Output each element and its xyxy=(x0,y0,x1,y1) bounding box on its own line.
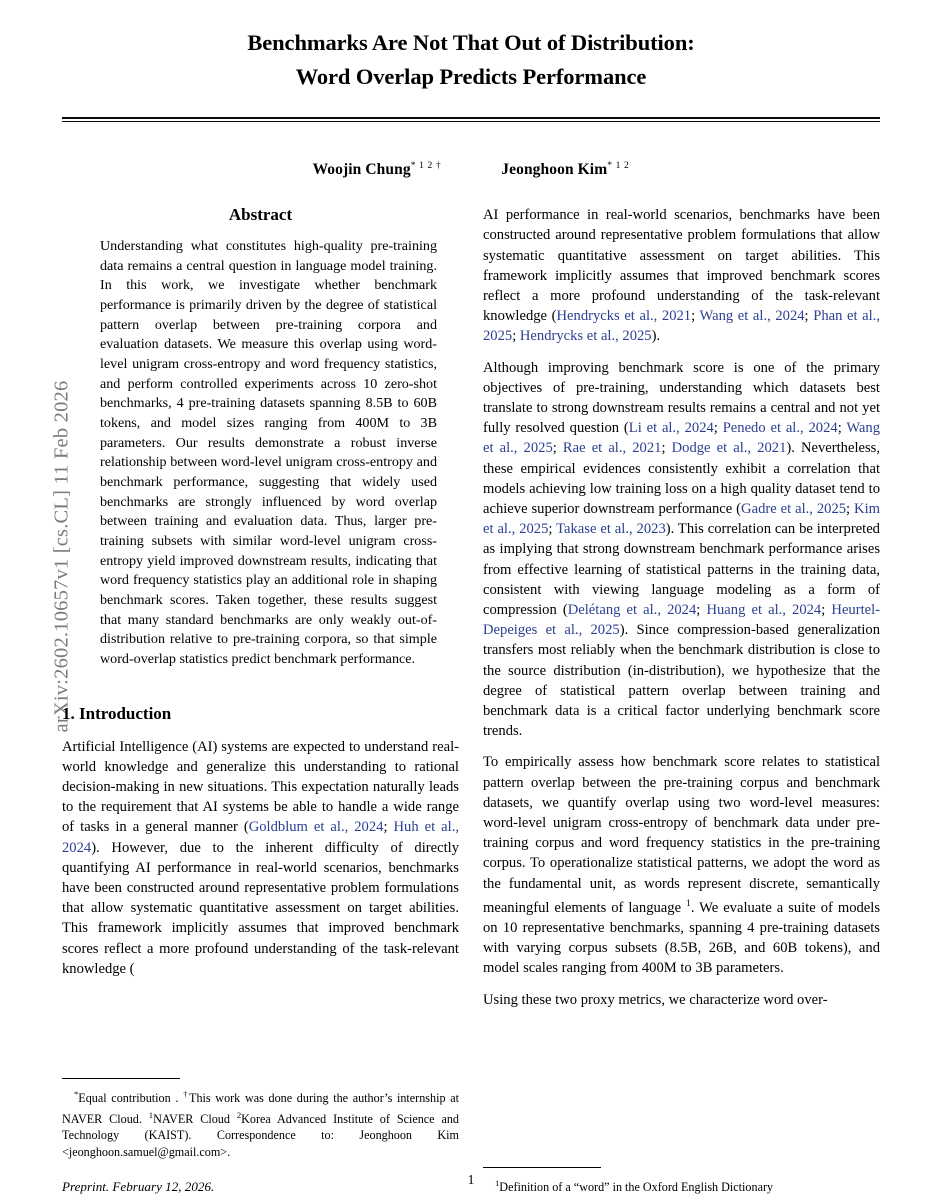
text-run: ; xyxy=(691,308,700,325)
intro-paragraph-1-continued xyxy=(483,205,880,346)
text-run: ; xyxy=(804,308,814,325)
footnote-spacer xyxy=(62,1091,74,1105)
citation-dodge-2021[interactable]: Dodge et al., 2021 xyxy=(671,440,787,457)
page-number: 1 xyxy=(467,1172,475,1187)
footnote-divider xyxy=(62,1078,180,1079)
title-divider xyxy=(62,117,880,122)
footnote-divider xyxy=(483,1167,601,1168)
right-column xyxy=(483,205,880,1195)
author-entry-1 xyxy=(313,160,442,179)
footnote-reference-1[interactable]: 1 xyxy=(686,897,691,909)
citation-rae-2021[interactable]: Rae et al., 2021 xyxy=(562,440,662,457)
citation-wang-2025[interactable]: Wang et al., 2025 xyxy=(483,420,880,457)
text-run: This work was done during the author’s internship at NAVER Cloud. xyxy=(62,1091,459,1126)
page-title-line-1: Benchmarks Are Not That Out of Distribution: xyxy=(247,30,695,55)
text-run: ; xyxy=(552,440,563,457)
intro-paragraph-1 xyxy=(62,737,459,979)
text-run: Equal contribution . xyxy=(78,1091,184,1106)
text-run: AI performance in real-world scenarios, benchmarks have been constructed around representative problem formulations that allow systematic quantitative assessment on target abilities. This framework implicitly assumes that improved benchmark scores reflect a more profound understanding of the task-relevant knowledge ( xyxy=(483,207,880,325)
citation-gadre-2025[interactable]: Gadre et al., 2025 xyxy=(741,501,847,517)
footnote-mark-dagger: † xyxy=(183,1089,190,1100)
author-name: Woojin Chung xyxy=(312,161,411,179)
text-run: ; xyxy=(661,440,672,457)
intro-paragraph-2 xyxy=(483,358,880,742)
footnote-mark-1: 1 xyxy=(148,1109,154,1120)
author-affiliation-marks: * 1 2 xyxy=(607,160,630,171)
text-run: To empirically assess how benchmark score relates to statistical pattern overlap between the pre-training corpus and benchmark datasets, we quantify overlap using two word-level measures: word-level unigram cross-entropy of benchmark data under pre-training corpus and word frequency statistics in the pre-training corpus. To operationalize statistical patterns, we adopt the word as the fundamental unit, as words represent discrete, semantically meaningful elements of language xyxy=(483,754,880,916)
text-run: ; xyxy=(846,501,855,517)
citation-takase-2023[interactable]: Takase et al., 2023 xyxy=(556,521,666,538)
author-affiliation-marks: * 1 2 † xyxy=(410,160,442,171)
two-column-body xyxy=(62,205,880,1195)
text-run: ; xyxy=(512,328,520,345)
citation-deletang-2024[interactable]: Delétang et al., 2024 xyxy=(567,602,697,619)
intro-paragraph-4: Using these two proxy metrics, we characterize word over- xyxy=(483,991,828,1008)
citation-heurtel-depeiges-2025[interactable]: Heurtel-Depeiges et al., 2025 xyxy=(483,602,881,639)
text-run: ). Nevertheless, these empirical evidences consistently exhibit a correlation that models achieving low training loss on a high quality dataset tend to achieve superior downstream performance ( xyxy=(483,440,881,517)
text-run: ; xyxy=(383,819,394,836)
text-run: ; xyxy=(821,602,832,619)
text-run: Although improving benchmark score is one of the primary objectives of pre-training, understanding which datasets best translate to strong downstream results remains a central and not yet fully resolved question ( xyxy=(483,359,880,437)
footnote-mark-star: * xyxy=(74,1089,79,1100)
text-run: NAVER Cloud xyxy=(153,1111,237,1126)
abstract-body: Understanding what constitutes high-quality pre-training data remains a central question in language model training. In this work, we investigate whether benchmark performance is primarily driven by the degree of statistical pattern overlap between pre-training corpora and evaluation datasets. We measure this overlap using word-level unigram cross-entropy and word frequency statistics, and perform controlled experiments across 10 zero-shot benchmarks, 4 pre-training datasets spanning 8.5B to 60B tokens, and model sizes ranging from 400M to 3B parameters. Our results demonstrate a robust inverse relationship between word-level unigram cross-entropy and benchmark performance, suggesting that widely used benchmarks are strongly influenced by word overlap between training and evaluation data. Thus, larger pre-training subsets with similar word-level unigram cross-entropy yield improved downstream results, indicating that word frequency statistics play an additional role in shaping benchmark scores. Taken together, these results suggest that many standard benchmarks are only weakly out-of-distribution relative to pre-training corpora, so that simple word-overlap statistics predict benchmark performance. xyxy=(100,238,437,667)
text-run: Definition of a “word” in the Oxford English Dictionary xyxy=(499,1179,774,1194)
text-run: ; xyxy=(696,602,707,619)
citation-huh[interactable]: Huh et al., 2024 xyxy=(62,819,460,856)
footnote-mark-1: 1 xyxy=(495,1177,500,1188)
citation-hendrycks-2021[interactable]: Hendrycks et al., 2021 xyxy=(556,308,692,325)
citation-penedo-2024[interactable]: Penedo et al., 2024 xyxy=(722,420,838,437)
text-run: . We evaluate a suite of models on 10 representative benchmarks, spanning 4 pre-training datasets with varying corpus subsets (8.5B, 26B, and 60B tokens), and model scales ranging from 400M to 3B parameters. xyxy=(483,899,881,977)
text-run: ). xyxy=(651,328,661,345)
title-block xyxy=(62,0,880,122)
section-heading-introduction: 1. Introduction xyxy=(62,703,172,723)
affiliation-footnote xyxy=(62,1086,459,1160)
paper-page xyxy=(62,0,880,1200)
text-run: ). This correlation can be interpreted as implying that strong downstream benchmark performance arises from effective learning of statistical patterns in the training data, consistent with viewing language modeling as a form of compression ( xyxy=(483,521,880,619)
citation-goldblum[interactable]: Goldblum et al., 2024 xyxy=(248,819,384,836)
text-run: ; xyxy=(837,420,847,437)
page-title-line-2: Word Overlap Predicts Performance xyxy=(295,64,647,89)
citation-huang-2024[interactable]: Huang et al., 2024 xyxy=(706,602,822,619)
citation-li-2024[interactable]: Li et al., 2024 xyxy=(628,420,714,437)
text-run: ). However, due to the inherent difficulty of directly quantifying AI performance in real-world scenarios, benchmarks have been constructed around representative problem formulations that allow systematic quantitative assessment on target abilities. This framework implicitly assumes that improved benchmark scores reflect a more profound understanding of the task-relevant knowledge ( xyxy=(62,839,459,977)
text-run: Artificial Intelligence (AI) systems are expected to understand real-world knowledge and generalize this understanding to rational decision-making in new situations. This expectation naturally leads to the requirement that AI systems be able to handle a wide range of tasks in a general manner ( xyxy=(62,738,459,836)
abstract-heading: Abstract xyxy=(228,205,293,225)
intro-paragraph-3 xyxy=(483,752,880,978)
author-entry-2 xyxy=(501,160,629,179)
text-run: ). Since compression-based generalization transfers most reliably when the benchmark distribution is close to the source distribution (in-distribution), we hypothesize that the degree of statistical pattern overlap between training and benchmark data is a critical factor underlying benchmark score trends. xyxy=(483,622,880,740)
preprint-notice: Preprint. February 12, 2026. xyxy=(62,1179,215,1195)
text-run: ; xyxy=(713,420,723,437)
footnote-mark-2: 2 xyxy=(236,1109,242,1120)
citation-phan-2025[interactable]: Phan et al., 2025 xyxy=(483,308,880,345)
text-run: ; xyxy=(548,521,557,538)
author-name: Jeonghoon Kim xyxy=(501,161,608,179)
arxiv-stamp: arXiv:2602.10657v1 [cs.CL] 11 Feb 2026 xyxy=(50,380,73,733)
citation-kim-2025[interactable]: Kim et al., 2025 xyxy=(483,501,880,538)
left-column xyxy=(62,205,459,1195)
author-list xyxy=(62,160,880,179)
citation-wang-2024[interactable]: Wang et al., 2024 xyxy=(699,308,805,325)
text-run: Korea Advanced Institute of Science and Technology (KAIST). Correspondence to: Jeonghoon Kim <jeonghoon.samuel@gmail.com>. xyxy=(62,1111,459,1159)
citation-hendrycks-2025[interactable]: Hendrycks et al., 2025 xyxy=(519,328,652,345)
